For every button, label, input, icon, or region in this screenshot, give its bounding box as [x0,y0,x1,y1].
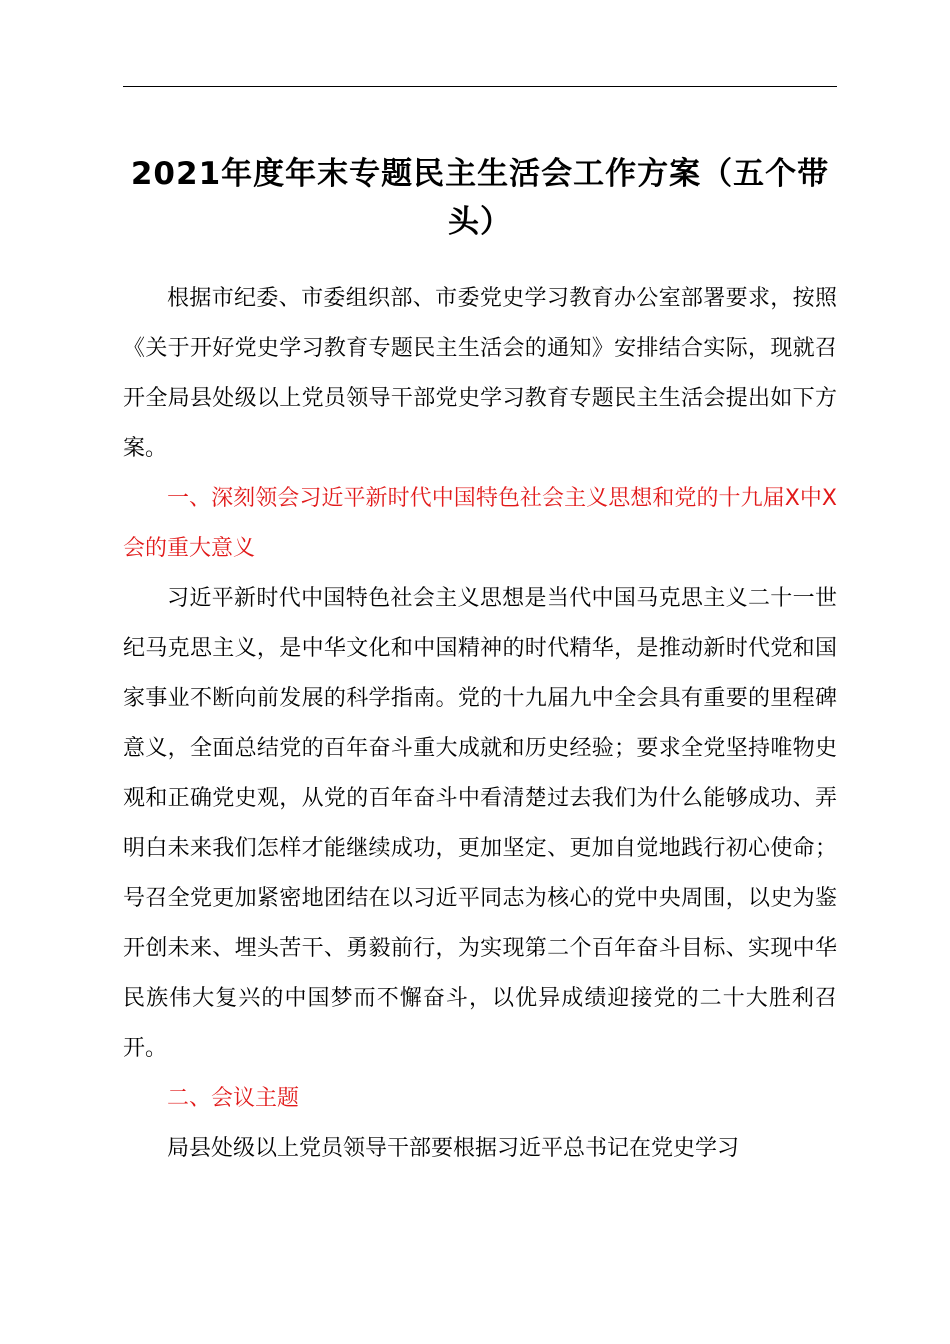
section-heading-2: 二、会议主题 [167,1086,300,1111]
section-1-paragraph: 习近平新时代中国特色社会主义思想是当代中国马克思主义二十一世纪马克思主义，是中华文化和中国精神的时代精华，是推动新时代党和国家事业不断向前发展的科学指南。党的十九届九中全会具有重要的里程碑意义，全面总结党的百年奋斗重大成就和历史经验；要求全党坚持唯物史观和正确党史观，从党的百年奋斗中看清楚过去我们为什么能够成功、弄明白未来我们怎样才能继续成功，更加坚定、更加自觉地践行初心使命；号召全党更加紧密地团结在以习近平同志为核心的党中央周围，以史为鉴开创未来、埋头苦干、勇毅前行，为实现第二个百年奋斗目标、实现中华民族伟大复兴的中国梦而不懈奋斗，以优异成绩迎接党的二十大胜利召开。 [123,586,837,1061]
section-2-paragraph: 局县处级以上党员领导干部要根据习近平总书记在党史学习 [167,1136,740,1161]
section-heading-1: 一、深刻领会习近平新时代中国特色社会主义思想和党的十九届X中X会的重大意义 [123,486,837,561]
intro-paragraph: 根据市纪委、市委组织部、市委党史学习教育办公室部署要求，按照《关于开好党史学习教育专题民主生活会的通知》安排结合实际，现就召开全局县处级以上党员领导干部党史学习教育专题民主生活会提出如下方案。 [123,286,837,461]
document-title: 2021年度年末专题民主生活会工作方案（五个带头） [130,156,830,240]
document-body [123,274,837,1174]
header-rule [123,86,837,87]
